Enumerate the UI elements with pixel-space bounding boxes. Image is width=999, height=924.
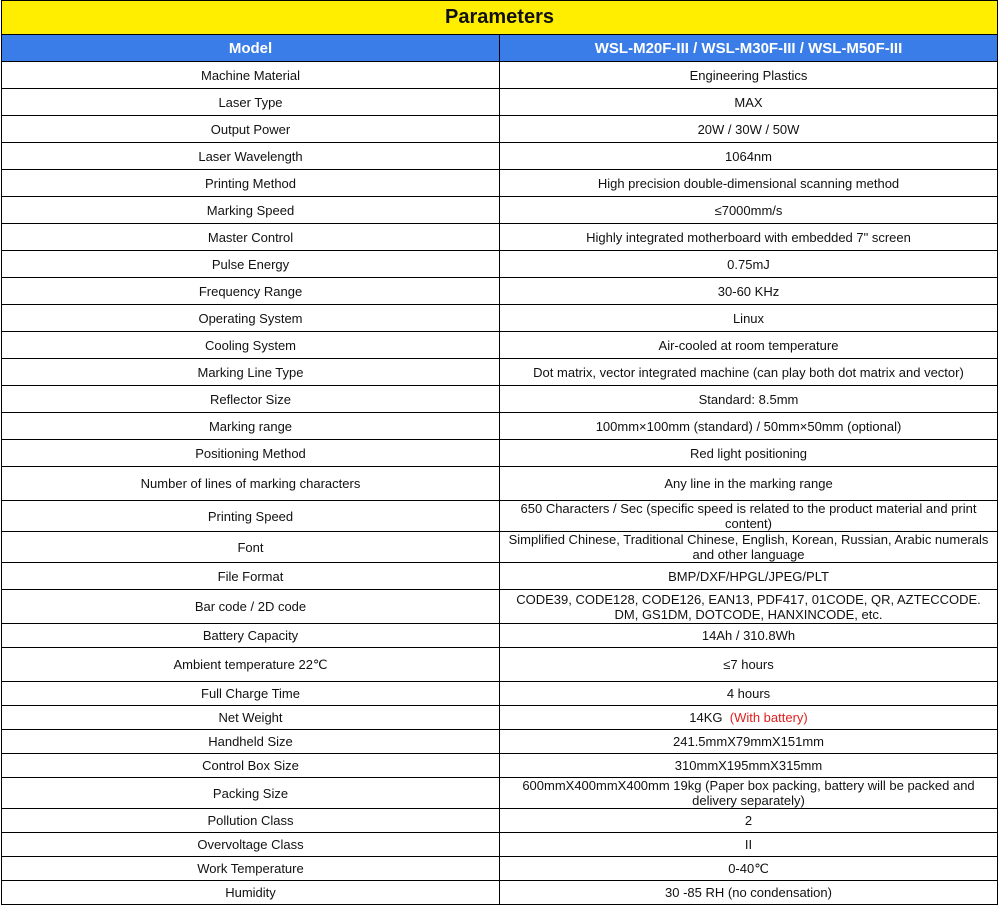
table-row [2,682,998,706]
table-row [2,143,998,170]
table-row [2,170,998,197]
row-label: Frequency Range [2,278,500,305]
row-label: Master Control [2,224,500,251]
table-row [2,467,998,501]
table-row [2,501,998,532]
row-value: 0.75mJ [500,251,998,278]
row-value: 1064nm [500,143,998,170]
title-row [2,1,998,35]
table-row [2,116,998,143]
table-row [2,332,998,359]
row-value: Simplified Chinese, Traditional Chinese, English, Korean, Russian, Arabic numerals and other language [500,532,998,563]
row-value: BMP/DXF/HPGL/JPEG/PLT [500,563,998,590]
table-row [2,359,998,386]
table-row [2,197,998,224]
table-row [2,881,998,905]
row-value: 20W / 30W / 50W [500,116,998,143]
row-value: 2 [500,809,998,833]
row-value: 4 hours [500,682,998,706]
table-row [2,857,998,881]
row-value: 0-40℃ [500,857,998,881]
row-value: 600mmX400mmX400mm 19kg (Paper box packing, battery will be packed and delivery separately) [500,778,998,809]
row-value: Air-cooled at room temperature [500,332,998,359]
row-label: Printing Method [2,170,500,197]
row-label: Operating System [2,305,500,332]
row-label: Marking Speed [2,197,500,224]
barcode-line-2: DM, GS1DM, DOTCODE, HANXINCODE, etc. [614,606,883,622]
row-label: Number of lines of marking characters [2,467,500,501]
row-value: MAX [500,89,998,116]
row-label: Laser Type [2,89,500,116]
parameters-table [1,0,998,905]
row-label: File Format [2,563,500,590]
row-label: Work Temperature [2,857,500,881]
row-value: 241.5mmX79mmX151mm [500,730,998,754]
page-title: Parameters [2,1,998,35]
table-row [2,386,998,413]
table-row [2,532,998,563]
table-row [2,89,998,116]
row-label: Battery Capacity [2,624,500,648]
row-value: Highly integrated motherboard with embedded 7" screen [500,224,998,251]
table-row [2,563,998,590]
row-label: Pulse Energy [2,251,500,278]
table-row [2,706,998,730]
row-label: Handheld Size [2,730,500,754]
row-label: Bar code / 2D code [2,590,500,624]
row-value: Standard: 8.5mm [500,386,998,413]
row-value: Dot matrix, vector integrated machine (can play both dot matrix and vector) [500,359,998,386]
row-value: Any line in the marking range [500,467,998,501]
net-weight-value: 14KG [689,710,723,725]
row-value: ≤7000mm/s [500,197,998,224]
net-weight-note: (With battery) [729,710,808,725]
row-label: Full Charge Time [2,682,500,706]
row-label: Control Box Size [2,754,500,778]
table-row [2,809,998,833]
row-label: Pollution Class [2,809,500,833]
row-value: II [500,833,998,857]
table-row [2,278,998,305]
row-label: Reflector Size [2,386,500,413]
row-label: Net Weight [2,706,500,730]
row-label: Machine Material [2,62,500,89]
model-label: Model [2,35,500,62]
model-value: WSL-M20F-III / WSL-M30F-III / WSL-M50F-III [500,35,998,62]
row-value: Red light positioning [500,440,998,467]
row-label: Cooling System [2,332,500,359]
table-row [2,413,998,440]
table-row [2,440,998,467]
table-row [2,590,998,624]
row-value: High precision double-dimensional scanning method [500,170,998,197]
row-value: 310mmX195mmX315mm [500,754,998,778]
table-row [2,251,998,278]
table-row [2,305,998,332]
row-value: ≤7 hours [500,648,998,682]
row-label: Humidity [2,881,500,905]
table-row [2,624,998,648]
row-label: Packing Size [2,778,500,809]
table-row [2,730,998,754]
row-value: 30-60 KHz [500,278,998,305]
barcode-line-1: CODE39, CODE128, CODE126, EAN13, PDF417, 01CODE, QR, AZTECCODE. [516,591,981,607]
table-row [2,754,998,778]
model-row [2,35,998,62]
row-value [500,706,998,730]
row-value: Engineering Plastics [500,62,998,89]
row-label: Laser Wavelength [2,143,500,170]
row-label: Font [2,532,500,563]
row-value: 100mm×100mm (standard) / 50mm×50mm (optional) [500,413,998,440]
row-value: 30 -85 RH (no condensation) [500,881,998,905]
row-value: 650 Characters / Sec (specific speed is related to the product material and print content) [500,501,998,532]
table-row [2,833,998,857]
row-label: Output Power [2,116,500,143]
row-value [500,590,998,624]
row-value: Linux [500,305,998,332]
row-label: Positioning Method [2,440,500,467]
table-row [2,778,998,809]
row-label: Marking Line Type [2,359,500,386]
table-row [2,62,998,89]
table-row [2,224,998,251]
row-label: Overvoltage Class [2,833,500,857]
row-label: Marking range [2,413,500,440]
row-label: Ambient temperature 22℃ [2,648,500,682]
table-row [2,648,998,682]
row-label: Printing Speed [2,501,500,532]
row-value: 14Ah / 310.8Wh [500,624,998,648]
